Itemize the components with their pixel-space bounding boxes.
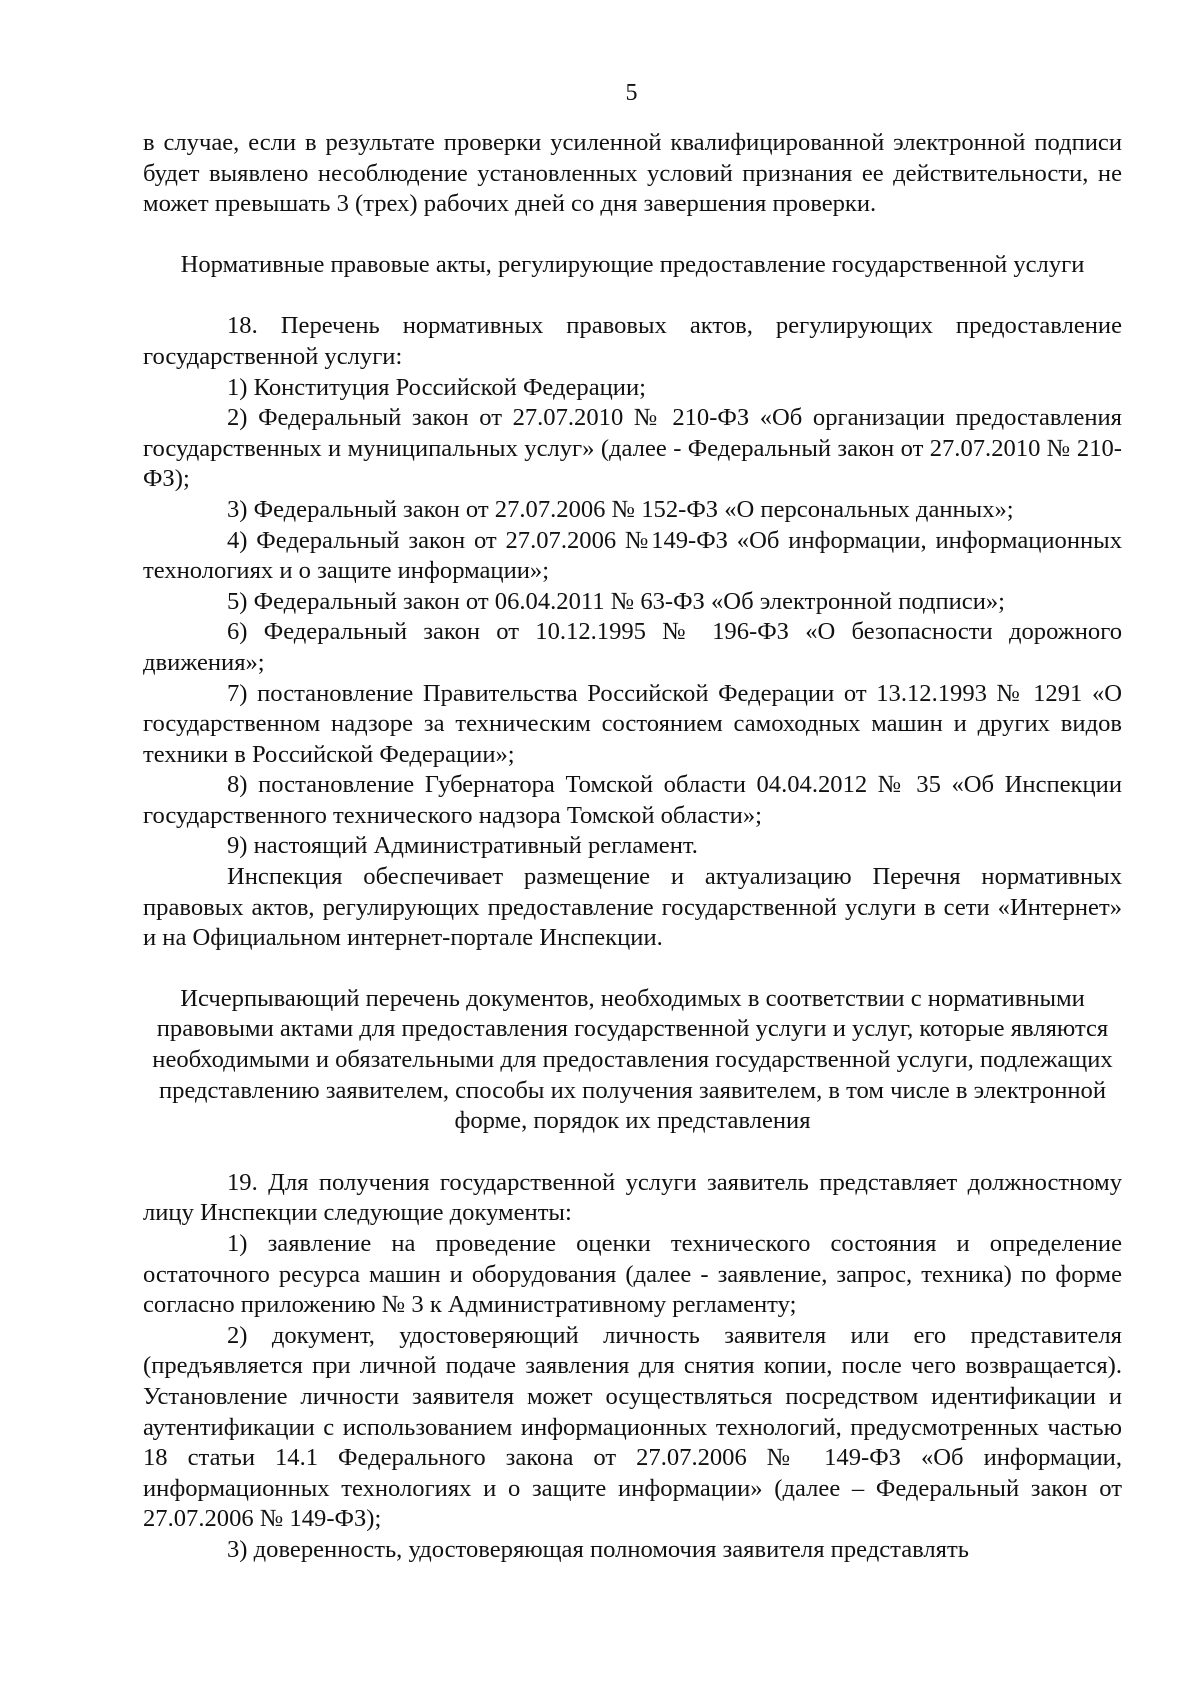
list-item-18-4: 4) Федеральный закон от 27.07.2006 №149-ФЗ «Об информации, информационных технологиях и о защите информации»; [143, 526, 1122, 585]
list-item-18-8: 8) постановление Губернатора Томской области 04.04.2012 № 35 «Об Инспекции государственного технического надзора Томской области»; [143, 771, 1122, 829]
list-item-18-6: 6) Федеральный закон от 10.12.1995 № 196-ФЗ «О безопасности дорожного движения»; [143, 618, 1122, 676]
list-item-19-2: 2) документ, удостоверяющий личность заявителя или его представителя (предъявляется при личной подаче заявления для снятия копии, после чего возвращается). Установление личности заявителя может осуществляться посредством идентификации и аутентификации с использованием информационных технологий, предусмотренных частью 18 статьи 14.1 Федерального закона от 27.07.2006 № 149-ФЗ «Об информации, информационных технологиях и о защите информации» (далее – Федеральный закон от 27.07.2006 № 149-ФЗ); [143, 1321, 1122, 1533]
list-item-18-3: 3) Федеральный закон от 27.07.2006 № 152-ФЗ «О персональных данных»; [227, 495, 1014, 523]
section-heading-documents-list: Исчерпывающий перечень документов, необходимых в соответствии с нормативными правовыми актами для предоставления государственной услуги и услуг, которые являются необходимыми и обязательными для предоставления государственной услуги, подлежащих представлению заявителем, способы их получения заявителем, в том числе в электронной форме, порядок их представления [152, 984, 1113, 1135]
paragraph-continuation: в случае, если в результате проверки усиленной квалифицированной электронной подписи будет выявлено несоблюдение установленных условий признания ее действительности, не может превышать 3 (трех) рабочих дней со дня завершения проверки. [143, 129, 1122, 218]
section-19-intro: 19. Для получения государственной услуги заявитель представляет должностному лицу Инспекции следующие документы: [143, 1168, 1122, 1227]
list-item-19-3: 3) доверенность, удостоверяющая полномочия заявителя представлять [227, 1535, 969, 1563]
section-18-closing: Инспекция обеспечивает размещение и актуализацию Перечня нормативных правовых актов, регулирующих предоставление государственной услуги в сети «Интернет» и на Официальном интернет-портале Инспекции. [143, 863, 1122, 952]
section-18-intro: 18. Перечень нормативных правовых актов, регулирующих предоставление государственной услуги: [143, 312, 1122, 370]
list-item-18-2: 2) Федеральный закон от 27.07.2010 № 210-ФЗ «Об организации предоставления государственных и муниципальных услуг» (далее - Федеральный закон от 27.07.2010 № 210-ФЗ); [143, 404, 1122, 493]
section-heading-legal-acts: Нормативные правовые акты, регулирующие предоставление государственной услуги [180, 250, 1085, 278]
page-number: 5 [625, 80, 638, 106]
list-item-19-1: 1) заявление на проведение оценки технического состояния и определение остаточного ресурса машин и оборудования (далее - заявление, запрос, техника) по форме согласно приложению № 3 к Административному регламенту; [143, 1230, 1122, 1319]
list-item-18-9: 9) настоящий Административный регламент. [227, 832, 698, 860]
document-body [143, 128, 1122, 1566]
list-item-18-7: 7) постановление Правительства Российской Федерации от 13.12.1993 № 1291 «О государственном надзоре за техническим состоянием самоходных машин и других видов техники в Российской Федерации»; [143, 679, 1122, 768]
list-item-18-5: 5) Федеральный закон от 06.04.2011 № 63-ФЗ «Об электронной подписи»; [227, 587, 1006, 615]
list-item-18-1: 1) Конституция Российской Федерации; [227, 373, 646, 401]
